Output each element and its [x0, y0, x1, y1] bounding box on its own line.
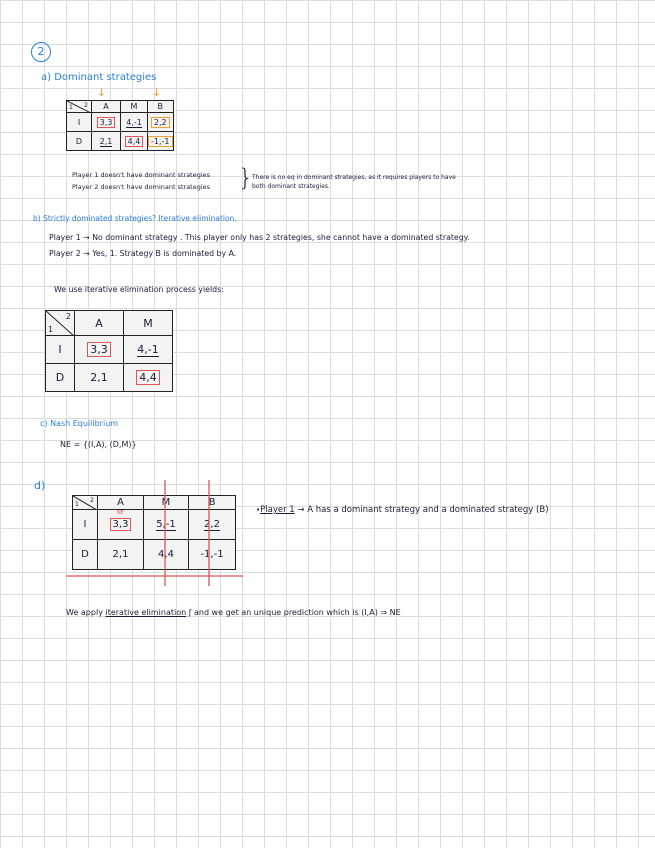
section-c-title: c) Nash Equilibrium: [40, 419, 119, 428]
arrow-down-icon: ↓: [152, 86, 162, 99]
payoff-cell: 2,1: [99, 136, 113, 146]
table-corner: [67, 101, 92, 113]
table-cell: [148, 132, 174, 151]
ne-mark: NE: [117, 510, 124, 516]
payoff-cell: 2,2: [151, 117, 170, 128]
col-header: A: [75, 311, 124, 336]
elimination-strikes: [60, 478, 250, 588]
section-b-line-1: Player 1 → No dominant strategy . This player only has 2 strategies, she cannot have a dominated strategy.: [49, 233, 470, 242]
payoff-cell: 4,-1: [137, 343, 159, 356]
col-header: A: [98, 496, 144, 510]
table-cell: [92, 113, 121, 132]
payoff-cell: 3,3: [110, 518, 132, 531]
payoff-cell: 4,4: [136, 370, 160, 385]
player1-label: 1: [48, 325, 54, 334]
table-cell: [121, 113, 148, 132]
arrow-down-icon: ↓: [97, 86, 107, 99]
payoff-cell: 5,-1: [156, 519, 176, 530]
payoff-cell: -1,-1: [200, 549, 224, 560]
col-header: M: [121, 101, 148, 113]
table-b: [45, 310, 173, 392]
row-header: I: [73, 510, 98, 540]
note-player1: Player 1 doesn't have dominant strategies: [72, 171, 211, 179]
conclusion-part-2: and we get an unique prediction which is (I,A) ⇒ NE: [191, 608, 401, 617]
player1-label: 1: [75, 501, 79, 508]
payoff-cell: 4,-1: [126, 117, 142, 127]
table-cell: [92, 132, 121, 151]
brace-note-2: both dominant strategies.: [252, 183, 330, 190]
table-cell: [124, 336, 173, 364]
player1-label: Player 1: [260, 505, 295, 515]
row-header: D: [67, 132, 92, 151]
section-number-badge: [31, 42, 51, 62]
payoff-cell: 2,2: [204, 519, 220, 530]
section-b-line-2: Player 2 → Yes, 1. Strategy B is dominated by A.: [49, 249, 237, 258]
col-header: B: [148, 101, 174, 113]
table-corner: [46, 311, 75, 336]
row-header: D: [46, 364, 75, 392]
brace-note-1: There is no eq in dominant strategies, as it requires players to have: [252, 174, 456, 181]
payoff-cell: 2,1: [112, 549, 129, 560]
table-a: [66, 100, 174, 151]
table-cell: [121, 132, 148, 151]
player2-label: 2: [84, 102, 88, 109]
table-cell: [148, 113, 174, 132]
payoff-cell: 4,4: [158, 549, 174, 560]
curved-arrow-icon: ʃ: [186, 608, 192, 617]
player2-label: 2: [65, 312, 71, 321]
payoff-cell: 3,3: [97, 117, 116, 128]
payoff-cell: 3,3: [87, 342, 111, 357]
col-header: A: [92, 101, 121, 113]
note-player2: Player 2 doesn't have dominant strategies: [72, 183, 211, 191]
payoff-cell: 2,1: [90, 371, 108, 384]
section-b-line-3: We use iterative elimination process yields:: [54, 285, 224, 294]
conclusion-line: [66, 608, 401, 617]
player1-label: 1: [69, 104, 73, 111]
table-cell: [124, 364, 173, 392]
brace-icon: }: [238, 164, 254, 192]
table-cell: [75, 336, 124, 364]
player1-text: → A has a dominant strategy and a dominated strategy (B): [294, 505, 549, 515]
col-header: M: [124, 311, 173, 336]
col-header: M: [144, 496, 189, 510]
section-a-title: a) Dominant strategies: [41, 72, 157, 83]
nash-equilibrium-set: NE = {(I,A), (D,M)}: [60, 440, 137, 449]
row-header: I: [67, 113, 92, 132]
section-number: 2: [37, 45, 45, 58]
col-header: B: [189, 496, 236, 510]
section-b-title: b) Strictly dominated strategies? Iterative elimination.: [33, 214, 237, 223]
row-header: I: [46, 336, 75, 364]
conclusion-iterative: iterative elimination: [105, 608, 187, 617]
payoff-cell: 4,4: [125, 136, 144, 147]
payoff-cell: -1,-1: [148, 136, 173, 147]
bullet: •: [256, 506, 261, 514]
row-header: D: [73, 540, 98, 570]
section-d-title: d): [34, 479, 46, 492]
conclusion-part-1: We apply: [66, 608, 106, 617]
player2-label: 2: [90, 497, 94, 504]
table-cell: [75, 364, 124, 392]
player1-statement: [256, 505, 549, 515]
